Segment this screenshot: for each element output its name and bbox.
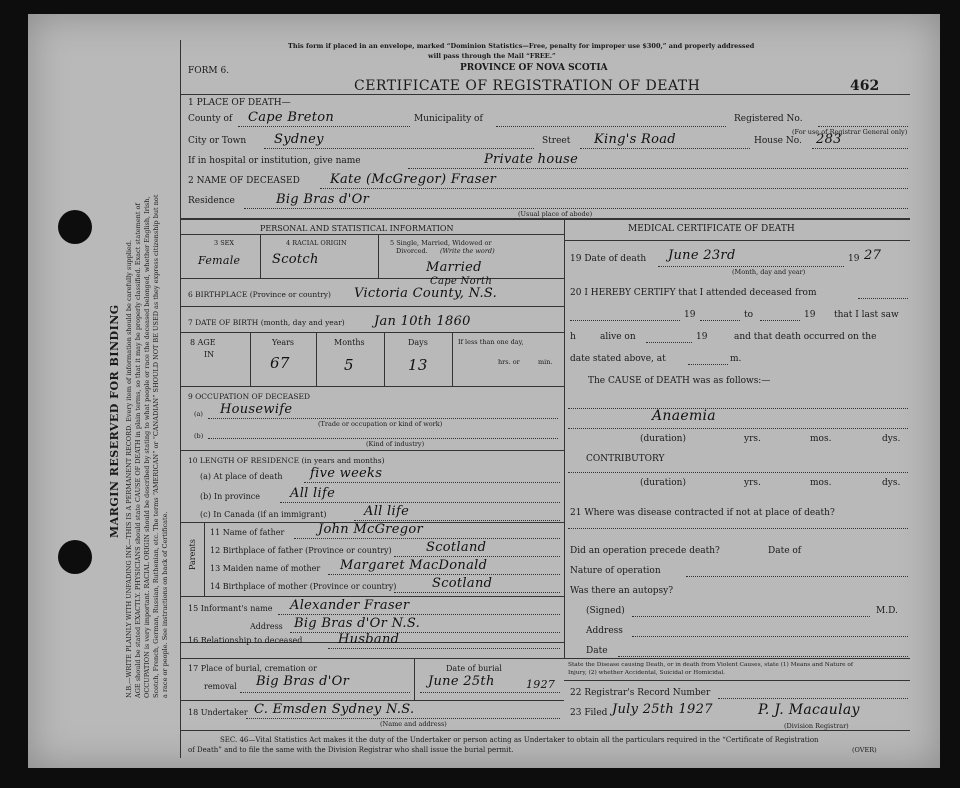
record-number-label: 22 Registrar's Record Number: [570, 688, 711, 698]
contracted-label: 21 Where was disease contracted if not at place of death?: [570, 508, 835, 518]
margin-note-3: OCCUPATION is very important. RACIAL ORIGIN should be described by stating to what people or race the deceased belonged, whether English, Irish,: [143, 196, 151, 698]
med-address-label: Address: [586, 626, 623, 636]
days-label: Days: [408, 338, 428, 347]
residence-value: Big Bras d'Or: [276, 192, 370, 207]
province-title: PROVINCE OF NOVA SCOTIA: [460, 63, 608, 73]
burial-date-value: June 25th: [428, 674, 495, 689]
registrar-note: (Division Registrar): [784, 722, 849, 730]
burial-label: 17 Place of burial, cremation or: [188, 664, 317, 673]
hospital-label: If in hospital or institution, give name: [188, 156, 361, 166]
occ-a-label: (a): [194, 410, 203, 418]
certificate-paper: [28, 14, 940, 768]
contrib-mos-label: mos.: [810, 478, 832, 488]
birthplace-above: Cape North: [430, 276, 493, 287]
marital-value: Married: [426, 260, 482, 275]
certify-alive-on: alive on: [600, 332, 636, 342]
violent-note-2: Injury, (2) whether Accidental, Suicidal or Homicidal.: [568, 670, 726, 676]
birthplace-value: Victoria County, N.S.: [354, 286, 498, 301]
margin-note-1: N.B.—WRITE PLAINLY WITH UNFADING INK—THIS IS A PERMANENT RECORD. Every item of information should be carefully supplied.: [125, 240, 133, 698]
death-date-value: June 23rd: [668, 248, 736, 263]
age-label-2: IN: [204, 350, 215, 359]
personal-heading: PERSONAL AND STATISTICAL INFORMATION: [260, 224, 454, 233]
days-value: 13: [408, 356, 428, 374]
in-canada-value: All life: [364, 504, 410, 519]
form-number: FORM 6.: [188, 66, 230, 76]
relationship-label: 16 Relationship to deceased: [188, 636, 303, 645]
contrib-duration-label: (duration): [640, 478, 686, 488]
race-value: Scotch: [272, 252, 319, 267]
cause-value: Anaemia: [652, 408, 716, 424]
certify-19c: 19: [696, 332, 708, 342]
op-date-label: Date of: [768, 546, 802, 556]
mother-birthplace-label: 14 Birthplace of mother (Province or country): [210, 582, 397, 591]
county-value: Cape Breton: [248, 110, 335, 125]
medical-heading: MEDICAL CERTIFICATE OF DEATH: [628, 224, 795, 234]
street-label: Street: [542, 136, 571, 146]
undertaker-note: (Name and address): [380, 720, 447, 728]
undertaker-value: C. Emsden Sydney N.S.: [254, 702, 415, 717]
punch-hole-top: [58, 210, 92, 244]
registrar-signature: P. J. Macaulay: [758, 702, 860, 718]
cause-label: The CAUSE of DEATH was as follows:—: [588, 376, 771, 386]
burial-place-value: Big Bras d'Or: [256, 674, 350, 689]
margin-note-4: Scotch, French, German, Russian, Ruthenian, etc. The terms “AMERICAN” or “CANADIAN” SHOULD NOT BE USED as they express citizenship but not: [152, 194, 160, 698]
hospital-value: Private house: [484, 152, 579, 167]
name-value: Kate (McGregor) Fraser: [330, 172, 497, 187]
city-value: Sydney: [274, 132, 324, 147]
certify-stated: date stated above, at: [570, 354, 666, 364]
nature-label: Nature of operation: [570, 566, 661, 576]
street-value: King's Road: [594, 132, 676, 147]
hrs-label: hrs. or: [498, 358, 520, 366]
violent-note-1: State the Disease causing Death, or in death from Violent Causes, state (1) Means and Nature of: [568, 662, 854, 668]
occupation-label: 9 OCCUPATION OF DECEASED: [188, 392, 311, 401]
name-label: 2 NAME OF DECEASED: [188, 176, 300, 186]
burial-year-value: 1927: [526, 678, 556, 691]
margin-title: MARGIN RESERVED FOR BINDING: [108, 304, 121, 538]
registered-label: Registered No.: [734, 114, 803, 124]
cause-dys-label: dys.: [882, 434, 901, 444]
contrib-yrs-label: yrs.: [744, 478, 761, 488]
certify-line-1: 20 I HEREBY CERTIFY that I attended deceased from: [570, 288, 817, 298]
page-title: CERTIFICATE OF REGISTRATION OF DEATH: [354, 78, 701, 94]
sec-46-line-1: SEC. 46—Vital Statistics Act makes it the duty of the Undertaker or person acting as Undertaker to obtain all the particulars required in the “Certificate of Registration: [220, 736, 819, 744]
years-value: 67: [270, 354, 290, 372]
residence-length-label: 10 LENGTH OF RESIDENCE (in years and months): [188, 456, 385, 465]
mother-label: 13 Maiden name of mother: [210, 564, 321, 573]
dob-value: Jan 10th 1860: [374, 314, 471, 329]
contrib-dys-label: dys.: [882, 478, 901, 488]
occ-b-label: (b): [194, 432, 204, 440]
min-label: min.: [538, 358, 553, 366]
certify-19a: 19: [684, 310, 696, 320]
sex-value: Female: [198, 254, 241, 267]
over-note: (OVER): [852, 746, 877, 754]
house-value: 283: [816, 132, 842, 147]
certify-m: m.: [730, 354, 742, 364]
city-label: City or Town: [188, 136, 247, 146]
house-label: House No.: [754, 136, 802, 146]
autopsy-label: Was there an autopsy?: [570, 586, 674, 596]
informant-value: Alexander Fraser: [290, 598, 410, 613]
marital-label-1: 5 Single, Married, Widowed or: [390, 239, 492, 247]
mother-value: Margaret MacDonald: [340, 558, 488, 573]
marital-label-2: Divorced.: [396, 247, 428, 255]
birthplace-label: 6 BIRTHPLACE (Province or country): [188, 290, 331, 299]
at-place-value: five weeks: [310, 466, 383, 481]
father-label: 11 Name of father: [210, 528, 285, 537]
removal-label: removal: [204, 682, 237, 691]
signed-label: (Signed): [586, 606, 625, 616]
death-year-prefix: 19: [848, 254, 860, 264]
county-label: County of: [188, 114, 233, 124]
marital-label-3: (Write the word): [440, 247, 495, 255]
lessday-label: If less than one day,: [458, 338, 524, 346]
filed-label: 23 Filed: [570, 708, 608, 718]
months-value: 5: [344, 356, 354, 374]
father-birthplace-label: 12 Birthplace of father (Province or country): [210, 546, 392, 555]
certify-to: to: [744, 310, 754, 320]
sec-46-line-2: of Death” and to file the same with the Division Registrar who shall issue the burial permit.: [188, 746, 514, 754]
punch-hole-bottom: [58, 540, 92, 574]
place-heading: 1 PLACE OF DEATH—: [188, 98, 291, 108]
occupation-note: (Trade or occupation or kind of work): [318, 420, 443, 428]
envelope-note-1: This form if placed in an envelope, marked “Dominion Statistics—Free, penalty for improper use $300,” and properly addressed: [288, 42, 755, 50]
municipality-label: Municipality of: [414, 114, 483, 124]
father-birthplace-value: Scotland: [426, 540, 487, 555]
mother-birthplace-value: Scotland: [432, 576, 493, 591]
certify-last-saw: that I last saw: [834, 310, 899, 320]
sex-label: 3 SEX: [214, 239, 235, 247]
margin-note-2: AGE should be stated EXACTLY. PHYSICIANS should state CAUSE OF DEATH in plain terms, so that it may be properly classified. Exact statement of: [134, 203, 142, 698]
filed-value: July 25th 1927: [612, 702, 713, 717]
residence-label: Residence: [188, 196, 235, 206]
med-date-label: Date: [586, 646, 608, 656]
undertaker-label: 18 Undertaker: [188, 708, 248, 717]
certify-occurred: and that death occurred on the: [734, 332, 877, 342]
certify-19b: 19: [804, 310, 816, 320]
parents-label: Parents: [188, 539, 197, 570]
cause-duration-label: (duration): [640, 434, 686, 444]
relationship-value: Husband: [338, 632, 400, 647]
envelope-note-2: will pass through the Mail “FREE.”: [428, 52, 556, 60]
father-value: John McGregor: [318, 522, 424, 537]
death-date-note: (Month, day and year): [732, 268, 806, 276]
registrar-note: (For use of Registrar General only): [792, 128, 908, 136]
years-label: Years: [272, 338, 295, 347]
certify-h: h: [570, 332, 576, 342]
burial-date-label: Date of burial: [446, 664, 502, 673]
months-label: Months: [334, 338, 365, 347]
informant-address-value: Big Bras d'Or N.S.: [294, 616, 421, 631]
operation-label: Did an operation precede death?: [570, 546, 720, 556]
md-label: M.D.: [876, 606, 898, 616]
death-year-value: 27: [864, 248, 882, 263]
informant-label: 15 Informant's name: [188, 604, 273, 613]
cause-mos-label: mos.: [810, 434, 832, 444]
residence-note: (Usual place of abode): [518, 210, 593, 218]
in-canada-label: (c) In Canada (if an immigrant): [200, 510, 327, 519]
at-place-label: (a) At place of death: [200, 472, 283, 481]
informant-address-label: Address: [250, 622, 283, 631]
cause-yrs-label: yrs.: [744, 434, 761, 444]
race-label: 4 RACIAL ORIGIN: [286, 239, 347, 247]
in-province-value: All life: [290, 486, 336, 501]
dob-label: 7 DATE OF BIRTH (month, day and year): [188, 318, 345, 327]
occupation-value: Housewife: [220, 402, 293, 417]
age-label-1: 8 AGE: [190, 338, 216, 347]
in-province-label: (b) In province: [200, 492, 260, 501]
margin-note-5: a race or people. See instructions on back of Certificate.: [161, 511, 169, 698]
death-date-label: 19 Date of death: [570, 254, 647, 264]
certificate-number: 462: [850, 78, 880, 94]
contributory-label: CONTRIBUTORY: [586, 454, 665, 464]
industry-note: (Kind of industry): [366, 440, 425, 448]
